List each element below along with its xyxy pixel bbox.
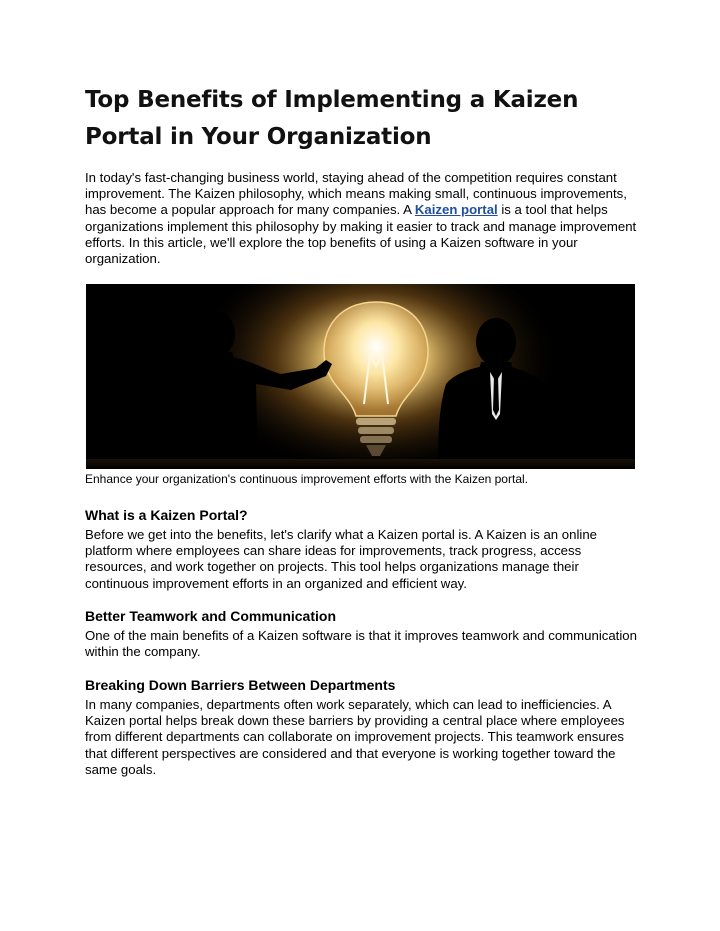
kaizen-portal-link[interactable]: Kaizen portal (414, 202, 498, 218)
section-heading-teamwork: Better Teamwork and Communication (85, 608, 337, 624)
intro-text-end: is a tool that helps organizations implement this philosophy by making it easier to track and manage improvement efforts. In this article, we'll explore the top benefits of using a Kaizen software in your organization. (85, 202, 637, 267)
page-title: Top Benefits of Implementing a Kaizen Portal in Your Organization (85, 87, 579, 150)
section-heading-what-is: What is a Kaizen Portal? (85, 507, 248, 523)
intro-text-start: In today's fast-changing business world, staying ahead of the competition requires constant improvement. The Kaizen philosophy, which means making small, continuous improvements, has become a popular approach for many companies. A (85, 170, 627, 218)
silhouettes-lightbulb-image (86, 284, 635, 469)
lightbulb-illustration (86, 284, 635, 469)
section-heading-barriers: Breaking Down Barriers Between Departments (85, 677, 396, 693)
section-body-barriers: In many companies, departments often work separately, which can lead to inefficiencies. A Kaizen portal helps break down these barriers by providing a central place where employees from different departments can collaborate on improvement projects. This teamwork ensures that different perspectives are considered and that everyone is working together toward the same goals. (85, 697, 625, 777)
section-body-teamwork: One of the main benefits of a Kaizen software is that it improves teamwork and communication within the company. (85, 628, 637, 660)
image-caption: Enhance your organization's continuous improvement efforts with the Kaizen portal. (85, 472, 528, 486)
section-body-what-is: Before we get into the benefits, let's clarify what a Kaizen portal is. A Kaizen is an online platform where employees can share ideas for improvements, track progress, access resources, and work together on projects. This tool helps organizations manage their continuous improvement efforts in an organized and efficient way. (85, 527, 597, 591)
intro-paragraph (85, 170, 645, 267)
